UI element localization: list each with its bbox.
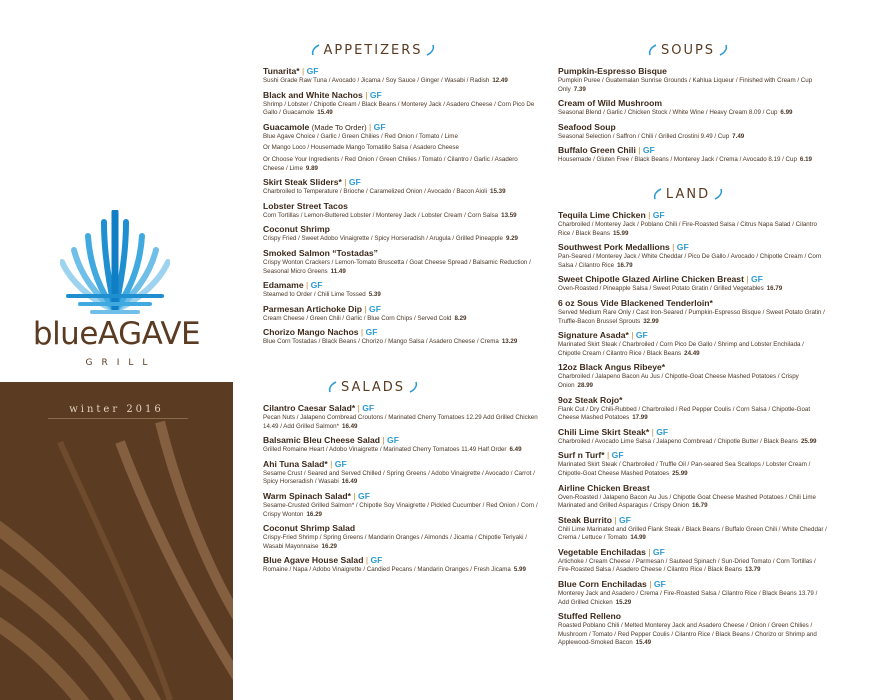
- gluten-free-badge: GF: [618, 514, 631, 525]
- menu-item-description: [558, 221, 828, 238]
- gluten-free-badge: GF: [362, 403, 375, 413]
- menu-item-header: [558, 210, 828, 221]
- menu-item: [558, 483, 828, 511]
- menu-item-ingredients: Pecan Nuts / Jalapeno Cornbread Croutons / Marinated Cherry Tomatoes 12.29 Add Grilled Chicken 14.49 / Add Grilled Salmon*: [263, 414, 538, 430]
- menu-item-price: 15.29: [615, 598, 632, 606]
- gluten-free-badge: GF: [369, 89, 382, 100]
- menu-item-header: [558, 579, 828, 590]
- menu-item: [263, 201, 538, 221]
- menu-item-price: 25.99: [800, 437, 817, 445]
- menu-item-description: [558, 494, 828, 511]
- swoosh-right-icon: [409, 381, 418, 393]
- menu-item-description: [558, 622, 828, 648]
- gluten-free-badge: GF: [652, 546, 665, 557]
- menu-item: [558, 427, 828, 447]
- menu-item: [263, 327, 538, 347]
- menu-item-name: Lobster Street Tacos: [263, 200, 348, 211]
- swoosh-left-icon: [648, 44, 657, 56]
- menu-item-ingredients: Oven-Roasted / Pineapple Salsa / Sweet Potato Gratin / Grilled Vegetables: [558, 285, 764, 293]
- menu-item-price: 9.29: [505, 235, 518, 243]
- brand-name: blueAGAVE: [32, 316, 201, 352]
- menu-item-header: [263, 90, 538, 101]
- menu-item-header: [558, 450, 828, 461]
- menu-item-header: [263, 201, 538, 212]
- separator-bar: |: [327, 458, 335, 469]
- menu-item-header: [263, 280, 538, 291]
- swoosh-left-icon: [311, 44, 320, 56]
- menu-item-price: 13.29: [501, 338, 518, 346]
- menu-item-description: [263, 502, 538, 519]
- menu-item-name: Smoked Salmon “Tostadas”: [263, 247, 378, 258]
- menu-item-header: [263, 435, 538, 446]
- menu-item-description: [263, 235, 538, 244]
- menu-item-description: [558, 406, 828, 423]
- menu-item-price: 6.99: [780, 109, 793, 117]
- menu-item: [558, 66, 828, 94]
- menu-item-price: 13.79: [745, 566, 761, 574]
- menu-item-name: Cilantro Caesar Salad*: [263, 403, 356, 413]
- menu-item-description: [558, 341, 828, 358]
- menu-item-name: Buffalo Green Chili: [558, 145, 636, 156]
- menu-item: [558, 611, 828, 648]
- gluten-free-badge: GF: [750, 274, 763, 285]
- menu-item-ingredients: Charbroiled / Monterey Jack / Poblano Chili / Fire-Roasted Salsa / Citrus Napa Salad / Cilantro Rice / Black Beans: [558, 221, 817, 237]
- menu-item-ingredients: Artichoke / Cream Cheese / Parmesan / Sauteed Spinach / Sun-Dried Tomato / Corn Tortillas / Fire-Roasted Salsa / Asadero Cheese / Cilantro Rice / Black Beans: [558, 557, 816, 574]
- menu-item-price: 5.39: [368, 291, 381, 299]
- separator-bar: |: [380, 435, 388, 446]
- menu-item-name: Edamame: [263, 280, 304, 291]
- menu-item-name: Skirt Steak Sliders*: [263, 177, 342, 188]
- menu-item: [558, 579, 828, 607]
- menu-item: [558, 298, 828, 326]
- menu-item: [263, 177, 538, 197]
- menu-item: [263, 280, 538, 300]
- menu-item-ingredients: Chili Lime Marinated and Grilled Flank Steak / Black Beans / Buffalo Green Chili / White Cheddar / Crema / Lettuce / Tomato: [558, 525, 827, 542]
- gluten-free-badge: GF: [656, 426, 669, 437]
- menu-item-name: Signature Asada*: [558, 330, 629, 341]
- menu-item-header: [558, 330, 828, 341]
- agave-logo-icon: [60, 210, 170, 318]
- menu-item-header: [558, 274, 828, 285]
- menu-item-price: 15.99: [612, 229, 629, 237]
- brand-panel: [0, 0, 233, 700]
- menu-item-header: [263, 66, 538, 77]
- menu-item-ingredients: Romaine / Napa / Adobo Vinaigrette / Candied Pecans / Mandarin Oranges / Fresh Jicama: [263, 566, 511, 574]
- menu-item-name: Chorizo Mango Nachos: [263, 327, 359, 338]
- menu-item-description: [263, 470, 538, 487]
- menu-item: [263, 523, 538, 551]
- menu-item: [558, 330, 828, 358]
- menu-item-name: Southwest Pork Medallions: [558, 242, 670, 253]
- separator-bar: |: [669, 242, 677, 253]
- menu-item-header: [263, 491, 538, 502]
- menu-item-header: [263, 523, 538, 534]
- menu-item-name: 12oz Black Angus Ribeye*: [558, 362, 666, 373]
- appetizers-heading: APPETIZERS: [263, 40, 483, 60]
- menu-item: [558, 210, 828, 238]
- menu-item-name: Tequila Lime Chicken: [558, 210, 646, 220]
- menu-item-price: 16.79: [617, 261, 633, 269]
- menu-item: [263, 491, 538, 519]
- menu-item-header: [263, 224, 538, 235]
- menu-item-name: Coconut Shrimp: [263, 224, 330, 235]
- menu-item-price: 16.79: [692, 502, 708, 510]
- menu-item-header: [558, 298, 828, 309]
- menu-item-description: [558, 526, 828, 543]
- menu-item-description: [263, 291, 538, 300]
- separator-bar: |: [303, 280, 311, 291]
- gluten-free-badge: GF: [387, 435, 399, 446]
- menu-item-description: [263, 566, 538, 575]
- menu-item-ingredients: Seasonal Selection / Saffron / Chili / Grilled Crostini 9.49 / Cup: [558, 132, 730, 140]
- menu-item-option-text: Or Mango Loco / Housemade Mango Tomatillo Salsa / Asadero Cheese: [263, 144, 459, 152]
- gluten-free-badge: GF: [642, 145, 655, 156]
- gluten-free-badge: GF: [306, 66, 319, 76]
- menu-item-ingredients: Crispy Wonton Crackers / Lemon-Tomato Bruscetta / Goat Cheese Spread / Balsamic Reduction / Seasonal Micro Greens: [263, 258, 531, 275]
- swoosh-left-icon: [653, 188, 662, 200]
- menu-item-header: [263, 248, 538, 259]
- menu-item-name: Cream of Wild Mushroom: [558, 98, 663, 109]
- menu-item-ingredients: Marinated Skirt Steak / Charbroiled / Truffle Oil / Pan-seared Sea Scallops / Lobster Cream / Chipotle-Goat Cheese Mashed Potatoes: [558, 461, 811, 477]
- menu-item: [263, 66, 538, 86]
- brand-header: [0, 0, 233, 382]
- menu-item: [558, 450, 828, 478]
- menu-item-name: Steak Burrito: [558, 514, 612, 525]
- agave-leaves-art-icon: [0, 382, 233, 700]
- menu-item-ingredients: Blue Agave Choice / Garlic / Green Chilies / Red Onion / Tomato / Lime: [263, 132, 458, 140]
- menu-item-name: Parmesan Artichoke Dip: [263, 303, 363, 314]
- menu-item-option: [263, 156, 538, 173]
- menu-item-name: 9oz Steak Rojo*: [558, 394, 623, 405]
- menu-item-ingredients: Blue Corn Tostadas / Black Beans / Chorizo / Mango Salsa / Asadero Cheese / Crema: [263, 338, 499, 346]
- menu-item-description: [263, 188, 538, 197]
- menu-item-header: [263, 177, 538, 188]
- menu-item-price: 15.49: [317, 109, 333, 117]
- menu-item-option-text: Or Choose Your Ingredients / Red Onion / Green Chilies / Tomato / Cilantro / Garlic / Asadero Cheese / Lime: [263, 155, 518, 172]
- menu-item-price: 28.99: [577, 381, 593, 389]
- brand-subtitle: GRILL: [85, 358, 157, 368]
- menu-item-description: [263, 259, 538, 276]
- salads-list: [263, 403, 538, 579]
- menu-item-header: [558, 395, 828, 406]
- salads-heading: SALADS: [263, 377, 483, 397]
- menu-item: [263, 122, 538, 173]
- soups-list: [558, 66, 828, 169]
- menu-item-ingredients: Pan-Seared / Monterey Jack / White Cheddar / Pico De Gallo / Avocado / Chipotle Cream / Corn Salsa / Cilantro Rice: [558, 253, 822, 269]
- menu-item-description: [558, 309, 828, 326]
- menu-item-price: 13.59: [501, 211, 517, 219]
- gluten-free-badge: GF: [652, 210, 665, 220]
- swoosh-left-icon: [328, 381, 337, 393]
- menu-item: [263, 224, 538, 244]
- menu-item-price: 5.99: [513, 566, 526, 574]
- menu-item-price: 16.79: [766, 285, 783, 293]
- gluten-free-badge: GF: [611, 450, 624, 461]
- season-label: winter 2016: [69, 404, 164, 415]
- separator-bar: |: [363, 555, 371, 566]
- menu-item-name: Stuffed Relleno: [558, 611, 622, 622]
- separator-bar: |: [628, 330, 636, 341]
- menu-item-description: [558, 133, 828, 142]
- menu-item-price: 16.29: [321, 542, 337, 550]
- menu-item-name: Black and White Nachos: [263, 89, 363, 100]
- menu-item-price: 25.99: [672, 469, 688, 477]
- separator-bar: |: [351, 490, 359, 501]
- menu-item-description: [558, 253, 828, 270]
- menu-item-ingredients: Charbroiled to Temperature / Brioche / Caramelized Onion / Avocado / Bacon Aioli: [263, 188, 488, 196]
- menu-item-header: [558, 66, 828, 77]
- menu-item-price: 16.49: [341, 478, 358, 486]
- menu-item-name: Warm Spinach Salad*: [263, 490, 352, 501]
- gluten-free-badge: GF: [358, 490, 370, 501]
- separator-bar: |: [362, 89, 370, 100]
- menu-item-ingredients: Crispy Fried / Sweet Adobo Vinaigrette / Spicy Horseradish / Arugula / Grilled Pineapple: [263, 235, 503, 243]
- menu-item-description: [558, 438, 828, 447]
- menu-item-price: 6.49: [509, 446, 522, 454]
- menu-item-description: [263, 133, 538, 142]
- menu-item-price: 24.49: [684, 349, 700, 357]
- menu-item-header: [558, 98, 828, 109]
- separator-bar: |: [645, 546, 653, 557]
- separator-bar: |: [635, 145, 643, 156]
- gluten-free-badge: GF: [676, 242, 689, 253]
- menu-item-description: [263, 315, 538, 324]
- menu-item-ingredients: Corn Tortillas / Lemon-Buttered Lobster / Monterey Jack / Lobster Cream / Corn Salsa: [263, 211, 499, 219]
- menu-item-header: [558, 427, 828, 438]
- menu-item-name: Airline Chicken Breast: [558, 482, 650, 493]
- menu-item-option: [263, 144, 538, 153]
- menu-item-header: [263, 327, 538, 338]
- menu-item-price: 14.99: [630, 534, 646, 542]
- separator-bar: |: [341, 177, 349, 188]
- menu-item-description: [263, 101, 538, 118]
- menu-item-name: Seafood Soup: [558, 121, 616, 132]
- menu-item-price: 9.89: [305, 164, 318, 172]
- menu-item-ingredients: Grilled Romaine Heart / Adobo Vinaigrette / Marinated Cherry Tomatoes 11.49 Half Order: [263, 446, 507, 454]
- menu-item-description: [558, 461, 828, 478]
- menu-item-ingredients: Crispy-Fried Shrimp / Spring Greens / Mandarin Oranges / Almonds / Jicama / Chipotle Teriyaki / Wasabi Mayonnaise: [263, 534, 527, 550]
- separator-bar: |: [604, 450, 612, 461]
- menu-item-header: [263, 459, 538, 470]
- menu-item-name: Chili Lime Skirt Steak*: [558, 426, 650, 437]
- separator-bar: |: [645, 210, 653, 220]
- menu-item-ingredients: Charbroiled / Jalapeno Bacon Au Jus / Chipotle-Goat Cheese Mashed Potatoes / Crispy Onion: [558, 373, 799, 389]
- menu-item-ingredients: Sesame Crust / Seared and Served Chilled / Spring Greens / Adobo Vinaigrette / Avocado / Carrot / Spicy Horseradish / Wasabi: [263, 469, 535, 486]
- menu-item-ingredients: Sushi Grade Raw Tuna / Avocado / Jicama / Soy Sauce / Ginger / Wasabi / Radish: [263, 77, 490, 84]
- menu-item-ingredients: Monterey Jack and Asadero / Crema / Fire-Roasted Salsa / Cilantro Rice / Black Beans 13.79 / Add Grilled Chicken: [558, 590, 818, 606]
- menu-item-price: 16.29: [306, 510, 322, 518]
- menu-item: [558, 145, 828, 165]
- menu-item-description: [263, 534, 538, 551]
- gluten-free-badge: GF: [373, 121, 386, 132]
- menu-item-description: [558, 558, 828, 575]
- land-list: [558, 210, 828, 652]
- menu-item-name: Blue Agave House Salad: [263, 555, 364, 566]
- separator-bar: |: [362, 303, 370, 314]
- menu-item-price: 8.29: [454, 314, 467, 322]
- separator-bar: |: [366, 121, 374, 132]
- menu-item-description: [558, 590, 828, 607]
- menu-item-price: 12.49: [492, 77, 508, 84]
- menu-item-name: Tunarita*: [263, 66, 300, 76]
- menu-item-ingredients: Flank Cut / Dry Chili-Rubbed / Charbroiled / Red Pepper Coulis / Corn Salsa / Chipotle-Goat Cheese Mashed Potatoes: [558, 405, 811, 422]
- gluten-free-badge: GF: [635, 330, 648, 341]
- menu-item-header: [558, 242, 828, 253]
- menu-item-price: 17.99: [632, 414, 648, 422]
- separator-bar: |: [743, 274, 751, 285]
- menu-item-header: [558, 362, 828, 373]
- menu-item-price: 7.49: [732, 132, 745, 140]
- menu-item-description: [263, 77, 538, 86]
- menu-item: [263, 459, 538, 487]
- menu-item: [263, 248, 538, 276]
- gluten-free-badge: GF: [653, 579, 666, 590]
- menu-item: [263, 304, 538, 324]
- menu-item-header: [558, 547, 828, 558]
- separator-bar: |: [355, 403, 363, 413]
- menu-item-description: [558, 109, 828, 118]
- brand-footer: [0, 382, 233, 700]
- menu-item-description: [263, 446, 538, 455]
- gluten-free-badge: GF: [365, 327, 378, 338]
- menu-item-description: [263, 212, 538, 221]
- menu-item-ingredients: Served Medium Rare Only / Cast Iron-Seared / Pumpkin-Espresso Bisque / Sweet Potato Gratin / Truffle-Bacon Brussel Sprouts: [558, 308, 825, 325]
- menu-item-ingredients: Oven-Roasted / Jalapeno Bacon Au Jus / Chipotle Goat Cheese Mashed Potatoes / Chili Lime Marinated and Grilled Asparagus / Crispy Onion: [558, 493, 816, 510]
- menu-item-ingredients: Marinated Skirt Steak / Charbroiled / Corn Pico De Gallo / Shrimp and Lobster Enchilada / Chipotle Cream / Cilantro Rice / Black Beans: [558, 341, 804, 357]
- menu-item: [263, 90, 538, 118]
- gluten-free-badge: GF: [348, 177, 361, 188]
- menu-item-price: 15.49: [635, 639, 652, 647]
- menu-item-name: Blue Corn Enchiladas: [558, 579, 647, 590]
- menu-item-header: [558, 122, 828, 133]
- swoosh-right-icon: [426, 44, 435, 56]
- gluten-free-badge: GF: [310, 280, 323, 291]
- gluten-free-badge: GF: [369, 303, 381, 314]
- menu-item-header: [263, 555, 538, 566]
- menu-item-description: [263, 414, 538, 431]
- menu-item-price: 11.49: [330, 267, 346, 275]
- menu-item: [558, 515, 828, 543]
- menu-item: [558, 547, 828, 575]
- gluten-free-badge: GF: [334, 458, 347, 469]
- menu-item-header: [558, 515, 828, 526]
- swoosh-right-icon: [714, 188, 723, 200]
- menu-item-name: Surf n Turf*: [558, 450, 605, 461]
- menu-item-name: Ahi Tuna Salad*: [263, 458, 328, 469]
- menu-item: [558, 122, 828, 142]
- menu-item-ingredients: Steamed to Order / Chili Lime Tossed: [263, 291, 366, 299]
- appetizers-list: [263, 66, 538, 351]
- menu-item-price: 6.19: [799, 156, 812, 164]
- soups-heading: SOUPS: [558, 40, 818, 60]
- menu-item: [558, 395, 828, 423]
- separator-bar: |: [358, 327, 366, 338]
- menu-item-header: [558, 483, 828, 494]
- menu-item: [263, 555, 538, 575]
- menu-item-ingredients: Housemade / Gluten Free / Black Beans / Monterey Jack / Crema / Avocado 8.19 / Cup: [558, 156, 797, 164]
- menu-item-header: [263, 122, 538, 133]
- menu-item-price: 7.39: [573, 85, 586, 93]
- menu-item-ingredients: Sesame-Crusted Grilled Salmon* / Chipotle Soy Vinaigrette / Pickled Cucumber / Red Onion / Corn / Crispy Wonton: [263, 501, 538, 518]
- menu-item-ingredients: Pumpkin Puree / Guatemalan Sunrise Grounds / Kahlua Liqueur / Finished with Cream / Cup Only: [558, 77, 813, 93]
- menu-item-note: (Made To Order): [311, 122, 367, 132]
- menu-item: [558, 274, 828, 294]
- menu-item-price: 32.99: [643, 317, 659, 325]
- menu-item-name: Pumpkin-Espresso Bisque: [558, 66, 667, 76]
- menu-item-header: [558, 611, 828, 622]
- menu-item-ingredients: Roasted Poblano Chili / Melted Monterey Jack and Asadero Cheese / Onion / Green Chilies / Mushroom / Tomato / Red Pepper Coulis / Cilantro Rice / Black Beans / Chorizo or Shrimp and Applewood-Smoked Bacon: [558, 622, 817, 647]
- swoosh-right-icon: [719, 44, 728, 56]
- menu-item-description: [263, 338, 538, 347]
- menu-item: [263, 435, 538, 455]
- menu-item-header: [263, 403, 538, 414]
- menu-item-name: Vegetable Enchiladas: [558, 546, 646, 557]
- land-heading: LAND: [558, 184, 818, 204]
- menu-item-name: Sweet Chipotle Glazed Airline Chicken Breast: [558, 274, 744, 285]
- menu-item: [558, 242, 828, 270]
- menu-item-header: [263, 304, 538, 315]
- menu-item-name: Guacamole: [263, 121, 310, 132]
- menu-item: [263, 403, 538, 431]
- separator-bar: |: [649, 426, 657, 437]
- separator-bar: |: [611, 514, 619, 525]
- menu-item-header: [558, 145, 828, 156]
- gluten-free-badge: GF: [370, 555, 383, 566]
- separator-bar: |: [299, 66, 307, 76]
- menu-item-description: [558, 156, 828, 165]
- menu-item-description: [558, 373, 828, 390]
- menu-item: [558, 98, 828, 118]
- menu-item-name: Coconut Shrimp Salad: [263, 523, 356, 534]
- menu-item-price: 15.39: [490, 188, 506, 196]
- divider: [48, 418, 188, 419]
- menu-item-name: 6 oz Sous Vide Blackened Tenderloin*: [558, 297, 713, 308]
- menu-item-ingredients: Cream Cheese / Green Chili / Garlic / Blue Corn Chips / Served Cold: [263, 314, 452, 322]
- menu-item-description: [558, 285, 828, 294]
- menu-item-ingredients: Seasonal Blend / Garlic / Chicken Stock / White Wine / Heavy Cream 8.09 / Cup: [558, 109, 778, 117]
- separator-bar: |: [646, 579, 654, 590]
- menu-item-name: Balsamic Bleu Cheese Salad: [263, 435, 381, 446]
- menu-item-ingredients: Shrimp / Lobster / Chipotle Cream / Black Beans / Monterey Jack / Asadero Cheese / Corn Pico De Gallo / Guacamole: [263, 100, 535, 117]
- menu-item: [558, 362, 828, 390]
- menu-item-description: [558, 77, 828, 94]
- menu-item-ingredients: Charbroiled / Avocado Lime Salsa / Jalapeno Cornbread / Chipotle Butter / Black Beans: [558, 437, 798, 445]
- menu-item-price: 16.49: [342, 422, 358, 430]
